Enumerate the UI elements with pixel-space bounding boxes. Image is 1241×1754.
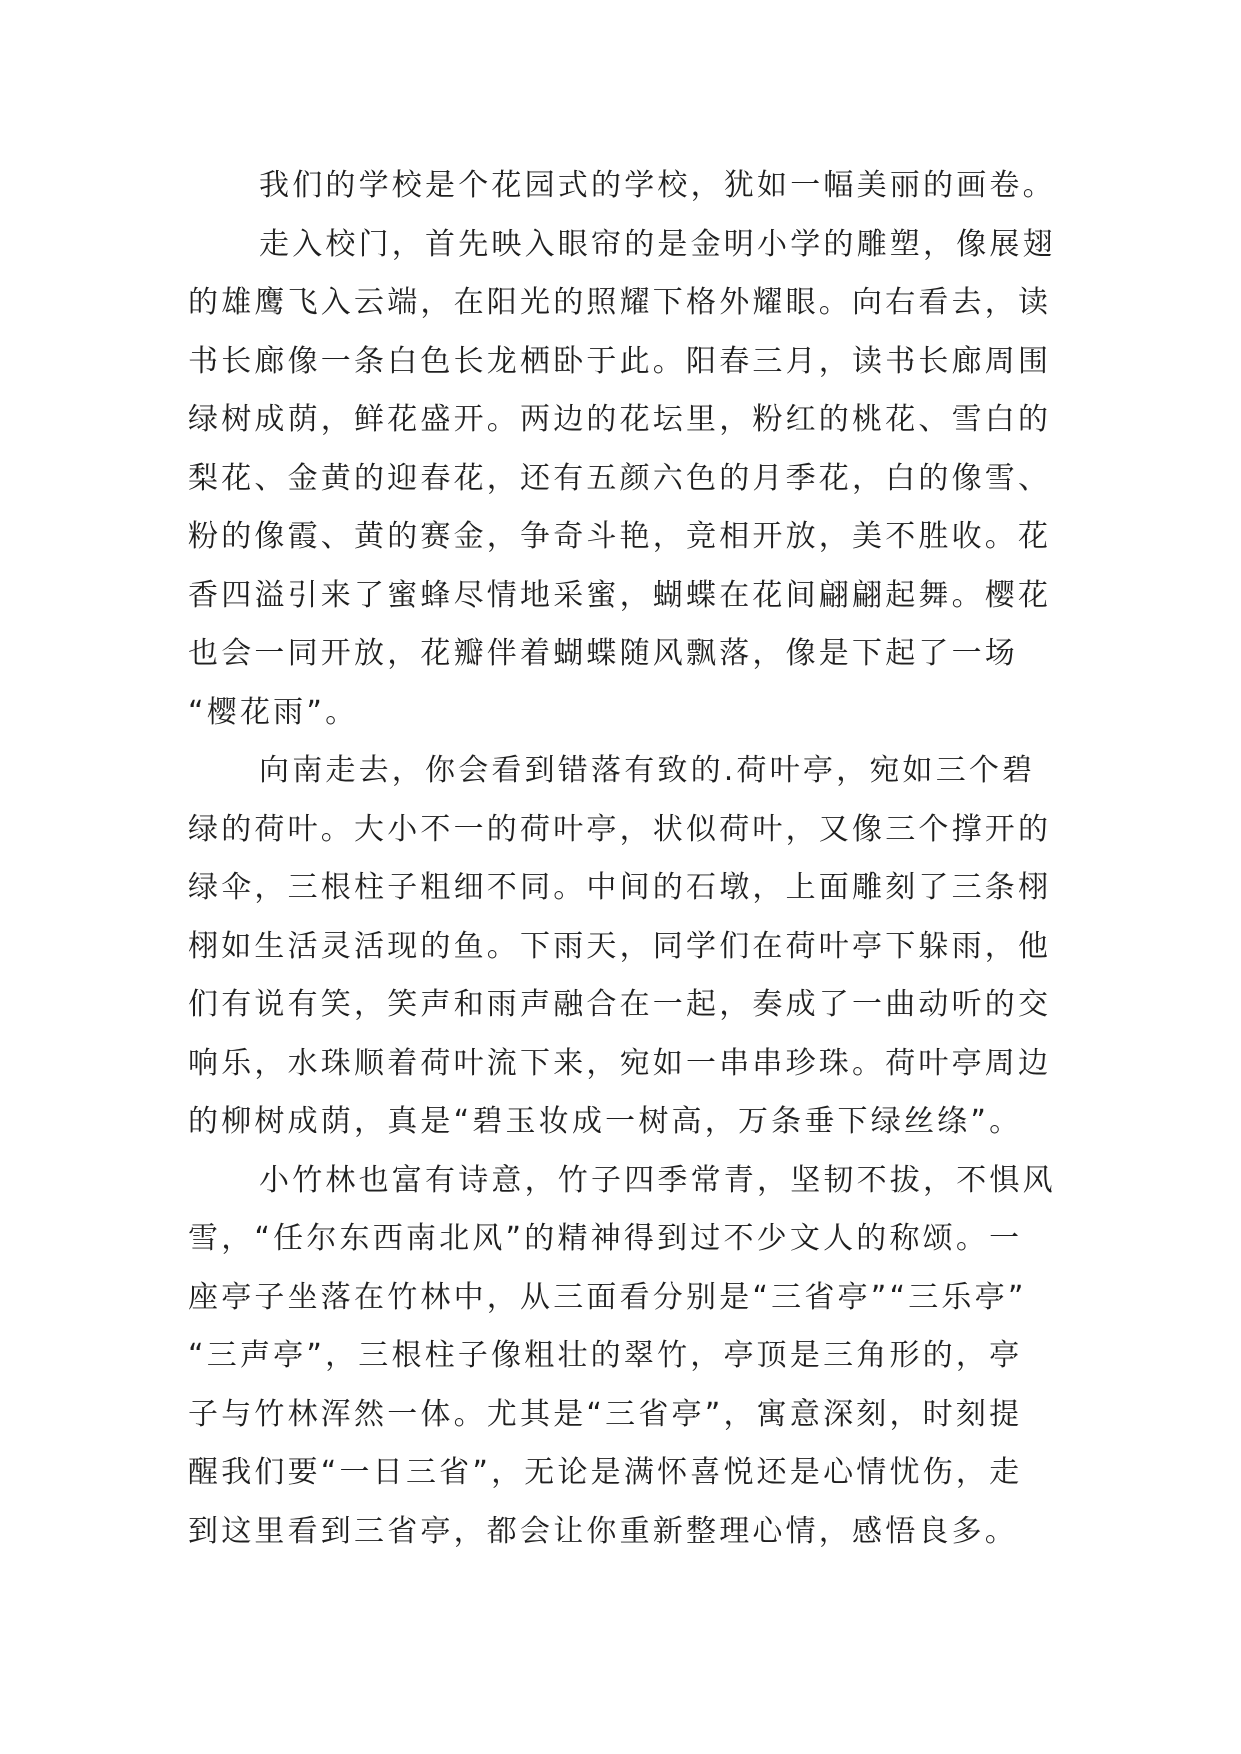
paragraph-3-line-4: 栩如生活灵活现的鱼。下雨天，同学们在荷叶亭下躲雨，他 <box>188 928 1052 964</box>
paragraph-2-line-1: 走入校门，首先映入眼帘的是金明小学的雕塑，像展翅 <box>259 226 1056 262</box>
paragraph-2-line-9: “樱花雨”。 <box>188 694 359 730</box>
paragraph-3-line-5: 们有说有笑，笑声和雨声融合在一起，奏成了一曲动听的交 <box>188 987 1052 1022</box>
paragraph-2-line-6: 粉的像霞、黄的赛金，争奇斗艳，竞相开放，美不胜收。花 <box>188 519 1052 554</box>
paragraph-3-line-3: 绿伞，三根柱子粗细不同。中间的石墩，上面雕刻了三条栩 <box>188 870 1052 905</box>
paragraph-4-line-6: 醒我们要“一日三省”，无论是满怀喜悦还是心情忧伤，走 <box>188 1455 1023 1490</box>
paragraph-3-line-7: 的柳树成荫，真是“碧玉妆成一树高，万条垂下绿丝绦”。 <box>188 1104 1023 1139</box>
paragraph-2-line-2: 的雄鹰飞入云端，在阳光的照耀下格外耀眼。向右看去，读 <box>188 285 1052 320</box>
paragraph-3-line-2: 绿的荷叶。大小不一的荷叶亭，状似荷叶，又像三个撑开的 <box>188 811 1052 847</box>
paragraph-3-line-1: 向南走去，你会看到错落有致的.荷叶亭，宛如三个碧 <box>259 753 1036 788</box>
paragraph-4-line-2: 雪，“任尔东西南北风”的精神得到过不少文人的称颂。一 <box>188 1221 1023 1256</box>
paragraph-4-line-3: 座亭子坐落在竹林中，从三面看分别是“三省亭”“三乐亭” <box>188 1279 1027 1315</box>
essay-body <box>188 157 1108 1561</box>
paragraph-2-line-8: 也会一同开放，花瓣伴着蝴蝶随风飘落，像是下起了一场 <box>188 636 1018 671</box>
paragraph-2-line-3: 书长廊像一条白色长龙栖卧于此。阳春三月，读书长廊周围 <box>188 343 1052 379</box>
paragraph-2-line-7: 香四溢引来了蜜蜂尽情地采蜜，蝴蝶在花间翩翩起舞。樱花 <box>188 577 1052 613</box>
paragraph-3-line-6: 响乐，水珠顺着荷叶流下来，宛如一串串珍珠。荷叶亭周边 <box>188 1045 1052 1081</box>
paragraph-4-line-5: 子与竹林浑然一体。尤其是“三省亭”，寓意深刻，时刻提 <box>188 1396 1023 1432</box>
paragraph-4-line-7: 到这里看到三省亭，都会让你重新整理心情，感悟良多。 <box>188 1513 1018 1549</box>
paragraph-1-line-1: 我们的学校是个花园式的学校，犹如一幅美丽的画卷。 <box>259 168 1056 203</box>
paragraph-2-line-5: 梨花、金黄的迎春花，还有五颜六色的月季花，白的像雪、 <box>188 460 1052 496</box>
paragraph-4-line-4: “三声亭”，三根柱子像粗壮的翠竹，亭顶是三角形的，亭 <box>188 1338 1023 1373</box>
paragraph-4-line-1: 小竹林也富有诗意，竹子四季常青，坚韧不拔，不惧风 <box>259 1162 1056 1198</box>
paragraph-2-line-4: 绿树成荫，鲜花盛开。两边的花坛里，粉红的桃花、雪白的 <box>188 402 1052 437</box>
